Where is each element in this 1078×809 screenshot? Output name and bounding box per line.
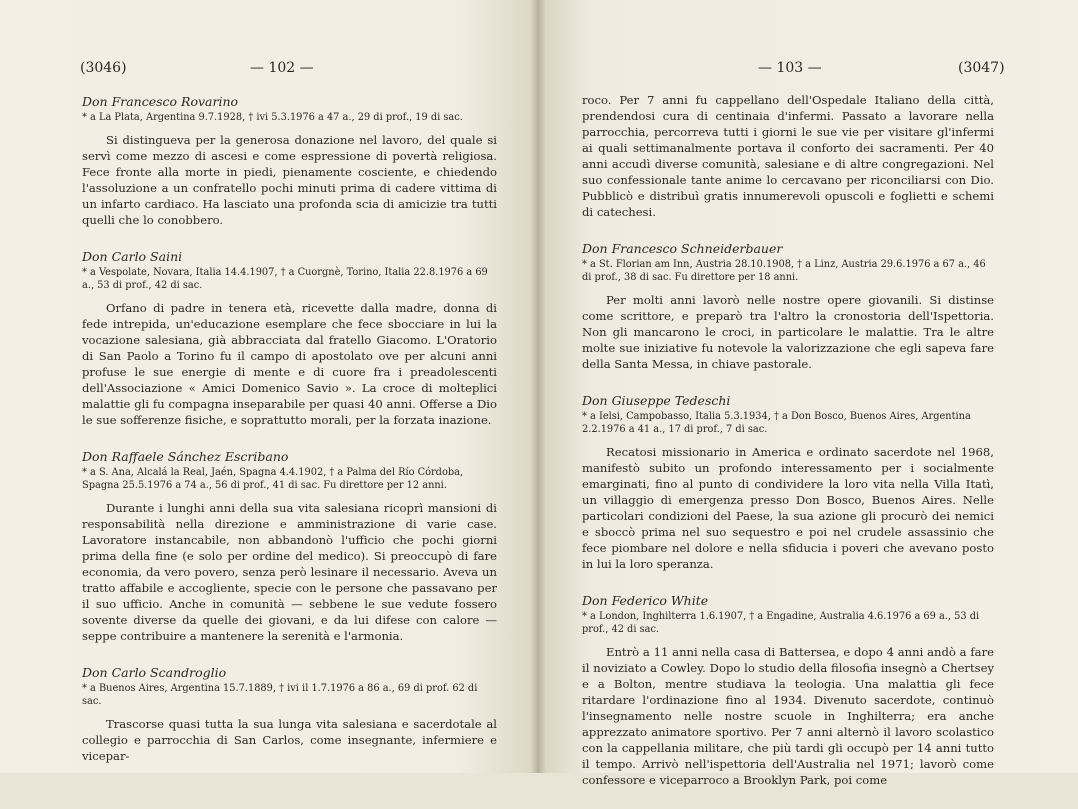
obituary-entry [82, 665, 497, 764]
biographical-dates: * a S. Ana, Alcalá la Real, Jaén, Spagna 4.4.1902, † a Palma del Río Córdoba, Spagna 25.5.1976 a 74 a., 56 di prof., 41 di sac. Fu direttore per 12 anni. [82, 467, 464, 491]
text-column [82, 94, 497, 785]
person-name: Don Carlo Scandroglio [82, 665, 227, 680]
page-number: — 103 — [758, 60, 822, 76]
page-header [0, 60, 538, 80]
person-name: Don Federico White [582, 593, 709, 608]
obituary-entry [582, 393, 994, 572]
obituary-entry [82, 449, 497, 644]
biographical-dates: * a La Plata, Argentina 9.7.1928, † ivi 5.3.1976 a 47 a., 29 di prof., 19 di sac. [82, 112, 463, 123]
obituary-text: Entrò a 11 anni nella casa di Battersea, e dopo 4 anni andò a fare il noviziato a Cowley. Dopo lo studio della filosofia insegnò a Chertsey e a Bolton, mentre studiava la teologia. Una malattia gli fece ritardare l'ordinazione fino al 1934. Divenuto sacerdote, continuò l'insegnamento nelle nostre scuole in Inghilterra; era anche apprezzato animatore sportivo. Per 7 anni alternò il lavoro scolastico con la cappellania militare, che più tardi gli occupò per 14 anni tutto il tempo. Arrivò nell'ispettoria dell'Australia nel 1971; lavorò come confessore e viceparroco a Brooklyn Park, poi come [582, 645, 994, 787]
left-page [0, 0, 538, 773]
person-name: Don Carlo Saini [82, 249, 183, 264]
page-header [538, 60, 1078, 80]
person-name: Don Giuseppe Tedeschi [582, 393, 731, 408]
biographical-dates: * a London, Inghilterra 1.6.1907, † a Engadine, Australia 4.6.1976 a 69 a., 53 di prof., 42 di sac. [582, 611, 980, 635]
obituary-text: Durante i lunghi anni della sua vita salesiana ricoprì mansioni di responsabilità nella direzione e amministrazione di varie case. Lavoratore instancabile, non abbandonò l'ufficio che pochi giorni prima della fine (e solo per ordine del medico). Si preoccupò di fare economia, da vero povero, senza però lesinare il necessario. Aveva un tratto affabile e accogliente, specie con le persone che passavano per il suo ufficio. Anche in comunità — sebbene le sue vedute fossero sovente diverse da quelle dei giovani, e da lui difese con calore — seppe contribuire a mantenere la serenità e l'armonia. [82, 501, 497, 643]
biographical-dates: * a Vespolate, Novara, Italia 14.4.1907, † a Cuorgnè, Torino, Italia 22.8.1976 a 69 a., 53 di prof., 42 di sac. [82, 267, 488, 291]
page-number: — 102 — [250, 60, 314, 76]
obituary-text: Trascorse quasi tutta la sua lunga vita salesiana e sacerdotale al collegio e parrocchia di San Carlos, come insegnante, infermiere e vicepar- [82, 717, 497, 763]
biographical-dates: * a St. Florian am Inn, Austria 28.10.1908, † a Linz, Austria 29.6.1976 a 67 a., 46 di prof., 38 di sac. Fu direttore per 18 anni. [582, 259, 986, 283]
biographical-dates: * a Ielsi, Campobasso, Italia 5.3.1934, † a Don Bosco, Buenos Aires, Argentina 2.2.1976 a 41 a., 17 di prof., 7 di sac. [582, 411, 971, 435]
page-code: (3047) [958, 60, 1005, 76]
person-name: Don Francesco Rovarino [82, 94, 239, 109]
obituary-text: Si distingueva per la generosa donazione nel lavoro, del quale si servì come mezzo di ascesi e come espressione di povertà religiosa. Fece fronte alla morte in piedi, pienamente cosciente, e chiedendo l'assoluzione a un confratello pochi minuti prima di cadere vittima di un infarto cardiaco. Ha lasciato una profonda scia di amicizie tra tutti quelli che lo conobbero. [82, 133, 497, 227]
book-spine-shadow [530, 0, 546, 773]
obituary-entry [582, 593, 994, 788]
obituary-text: Orfano di padre in tenera età, ricevette dalla madre, donna di fede intrepida, un'educazione esemplare che fece sbocciare in lui la vocazione salesiana, già abbracciata dal fratello Giacomo. L'Oratorio di San Paolo a Torino fu il campo di apostolato ove per alcuni anni profuse le sue energie di mente e di cuore fra i preadolescenti dell'Associazione « Amici Domenico Savio ». La croce di molteplici malattie gli fu compagna inseparabile per quasi 40 anni. Offerse a Dio le sue sofferenze fisiche, e soprattutto morali, per la forzata inazione. [82, 301, 497, 427]
biographical-dates: * a Buenos Aires, Argentina 15.7.1889, † ivi il 1.7.1976 a 86 a., 69 di prof. 62 di sac. [82, 683, 478, 707]
obituary-entry [82, 94, 497, 228]
continued-text: roco. Per 7 anni fu cappellano dell'Ospedale Italiano della città, prendendosi cura di centinaia d'infermi. Passato a lavorare nella parrocchia, percorreva tutti i giorni le sue vie per visitare gl'infermi ai quali settimanalmente portava il conforto dei sacramenti. Per 40 anni accudì diverse comunità, salesiane e di altre congregazioni. Nel suo confessionale tante anime lo cercavano per riconciliarsi con Dio. Pubblicò e distribuì gratis innumerevoli opuscoli e foglietti e schemi di catechesi. [582, 93, 994, 219]
obituary-text: Per molti anni lavorò nelle nostre opere giovanili. Si distinse come scrittore, e preparò tra l'altro la cronostoria dell'Ispettoria. Non gli mancarono le croci, in particolare le malattie. Tra le altre molte sue iniziative fu notevole la valorizzazione che egli sapeva fare della Santa Messa, in chiave pastorale. [582, 293, 994, 371]
page-code: (3046) [80, 60, 127, 76]
right-page [538, 0, 1078, 787]
obituary-entry [582, 241, 994, 372]
obituary-entry [82, 249, 497, 428]
person-name: Don Raffaele Sánchez Escribano [82, 449, 289, 464]
person-name: Don Francesco Schneiderbauer [582, 241, 783, 256]
obituary-text: Recatosi missionario in America e ordinato sacerdote nel 1968, manifestò subito un profondo interessamento per i socialmente emarginati, fino al punto di condividere la loro vita nella Villa Itatì, un villaggio di emergenza presso Don Bosco, Buenos Aires. Nelle particolari condizioni del Paese, la sua azione gli procurò dei nemici e sboccò prima nel suo sequestro e poi nel crudele assassinio che fece piombare nel dolore e nella sfiducia i poveri che avevano posto in lui la loro speranza. [582, 445, 994, 571]
text-column [582, 92, 994, 809]
